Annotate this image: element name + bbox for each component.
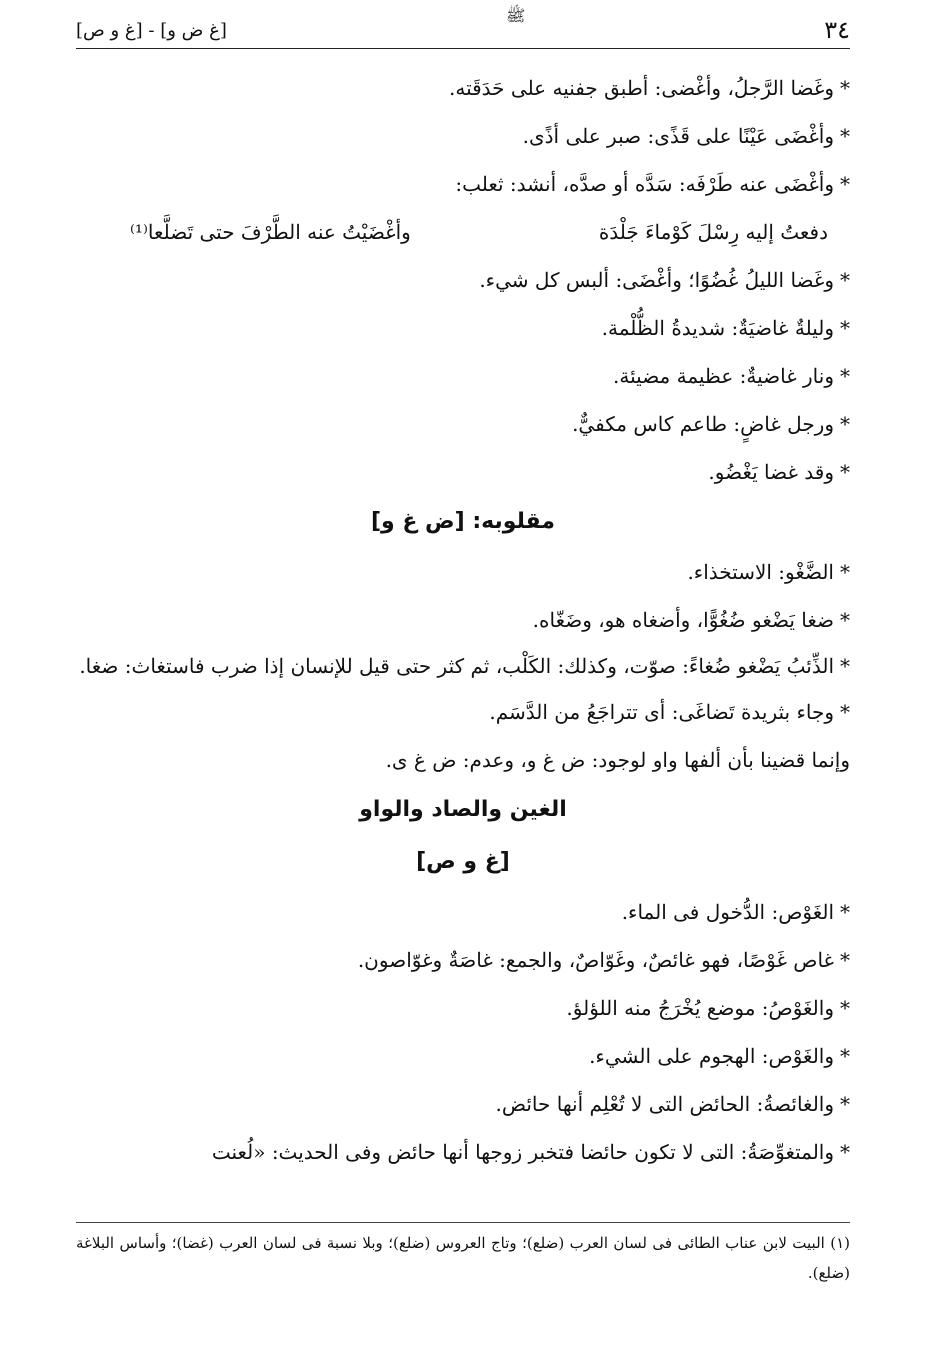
heading-maqlub: مقلوبه: [ض غ و] — [370, 509, 555, 534]
entry-text: وأغْضَى عنه طَرْفَه: سَدَّه أو صدَّه، أنشد: ثعلب: — [455, 172, 834, 196]
star-icon: * — [840, 364, 850, 388]
star-icon: * — [840, 608, 850, 632]
root-heading: [غ و ص] — [416, 849, 510, 874]
entry — [76, 352, 850, 400]
entry — [76, 888, 850, 936]
entry-text: ورجل غاضٍ: طاعم كاس مكفيٌّ. — [572, 412, 834, 436]
star-icon: * — [840, 76, 850, 100]
entry — [76, 1080, 850, 1128]
star-icon: * — [840, 412, 850, 436]
star-icon: * — [840, 560, 850, 584]
verse — [76, 208, 850, 256]
running-head: [غ ض و] - [غ و ص] — [76, 20, 227, 41]
page-header — [76, 6, 850, 49]
entry-text: وليلةٌ غاضيَةٌ: شديدةُ الظُّلْمة. — [601, 316, 834, 340]
verse-hemistich-1: دفعتُ إليه رِسْلَ كَوْماءَ جَلْدَة — [598, 220, 828, 244]
section-heading: الغين والصاد والواو — [359, 797, 567, 822]
entry — [76, 1032, 850, 1080]
entry-text: والغَوْصُ: موضع يُخْرَجُ منه اللؤلؤ. — [566, 996, 834, 1020]
entry — [76, 304, 850, 352]
entry-text: وقد غضا يَغْضُو. — [708, 460, 834, 484]
entry — [76, 596, 850, 644]
star-icon: * — [840, 654, 850, 678]
star-icon: * — [840, 316, 850, 340]
entry-text: وغَضا الرَّجلُ، وأغْضى: أطبق جفنيه على حَدَقَته. — [449, 76, 834, 100]
star-icon: * — [840, 1140, 850, 1164]
entry — [76, 400, 850, 448]
page-body — [76, 64, 850, 1176]
star-icon: * — [840, 172, 850, 196]
entry — [76, 644, 850, 688]
note-text: وإنما قضينا بأن ألفها واو لوجود: ض غ و، وعدم: ض غ ى. — [385, 748, 850, 772]
star-icon: * — [840, 268, 850, 292]
entry-text: الغَوْص: الدُّخول فى الماء. — [621, 900, 834, 924]
footnote: (١) البيت لابن عناب الطائى فى لسان العرب (ضلع)؛ وتاج العروس (ضلع)؛ وبلا نسبة فى لسان العرب (غضا)؛ وأساس البلاغة (ضلع). — [76, 1234, 850, 1282]
verse-hemistich-2: وأغْضَيْتُ عنه الطَّرْفَ حتى تَضلَّعا⁽¹⁾ — [130, 220, 411, 244]
entry-text: غاص غَوْصًا، فهو غائصٌ، وغَوّاصٌ، والجمع: غاصَةٌ وغوّاصون. — [357, 948, 834, 972]
star-icon: * — [840, 700, 850, 724]
entry-text: والغائصةُ: الحائض التى لا تُعْلِم أنها حائض. — [495, 1092, 834, 1116]
entry-text: والغَوْص: الهجوم على الشيء. — [589, 1044, 834, 1068]
page-number: ٣٤ — [824, 16, 850, 44]
star-icon: * — [840, 124, 850, 148]
star-icon: * — [840, 948, 850, 972]
entry — [76, 548, 850, 596]
header-ornament: ﷺ — [506, 6, 526, 25]
star-icon: * — [840, 900, 850, 924]
star-icon: * — [840, 996, 850, 1020]
entry-text: الذِّئبُ يَضْغو ضُغاءً: صوّت، وكذلك: الكَلْب، ثم كثر حتى قيل للإنسان إذا ضرب فاستغاث: ضغا. — [79, 654, 834, 678]
star-icon: * — [840, 1092, 850, 1116]
entry-text: وجاء بثريدة تَضاغَى: أى تتراجَعُ من الدَّسَم. — [489, 700, 834, 724]
entry — [76, 112, 850, 160]
entry — [76, 984, 850, 1032]
entry — [76, 688, 850, 736]
entry-text: ضغا يَضْغو ضُغُوًّا، وأضغاه هو، وضَغّاه. — [532, 608, 834, 632]
entry — [76, 64, 850, 112]
entry — [76, 1128, 850, 1176]
entry-text: وغَضا الليلُ غُضُوًا؛ وأغْضَى: ألبس كل شيء. — [479, 268, 834, 292]
entry-text: ونار غاضيةٌ: عظيمة مضيئة. — [613, 364, 834, 388]
star-icon: * — [840, 1044, 850, 1068]
entry — [76, 936, 850, 984]
footnote-divider — [76, 1222, 850, 1223]
entry — [76, 160, 850, 208]
entry — [76, 448, 850, 496]
entry-text: الضَّغْو: الاستخذاء. — [687, 560, 834, 584]
star-icon: * — [840, 460, 850, 484]
entry-text: والمتغوِّصَةُ: التى لا تكون حائضا فتخبر زوجها أنها حائض وفى الحديث: «لُعنت — [211, 1140, 834, 1164]
entry — [76, 256, 850, 304]
entry-text: وأغْضَى عَيْنًا على قَذًى: صبر على أذًى. — [522, 124, 834, 148]
